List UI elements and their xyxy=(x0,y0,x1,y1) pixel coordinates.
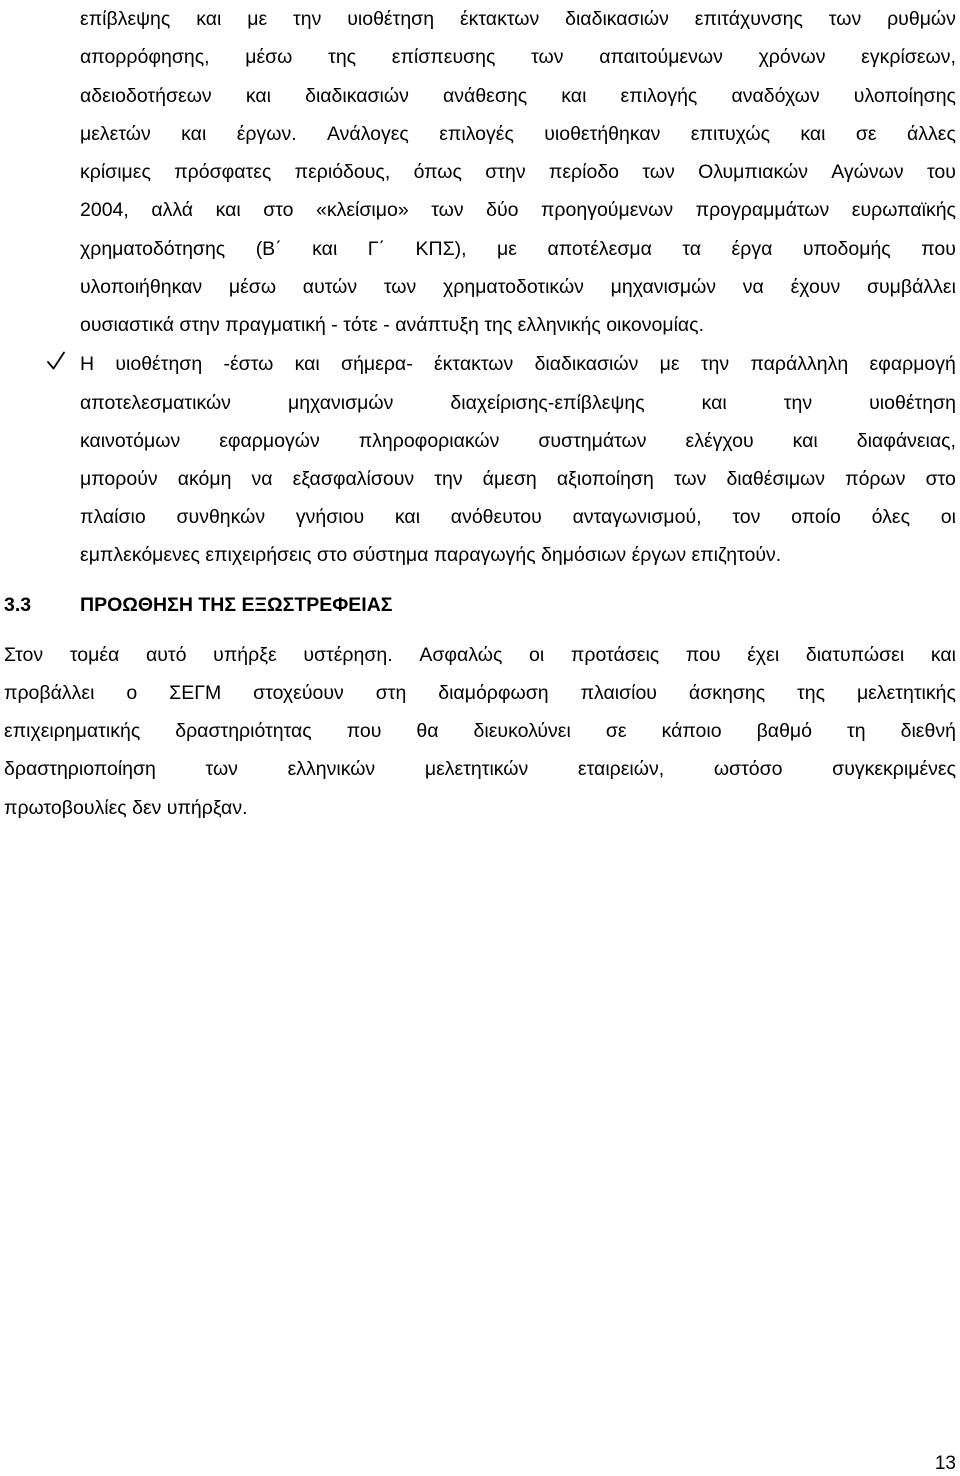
word: ανόθευτου xyxy=(450,506,542,528)
word: επιλογής xyxy=(620,85,698,107)
word: στο xyxy=(925,468,956,490)
word: (Β΄ xyxy=(255,238,282,260)
word: και xyxy=(196,8,222,30)
word: στην xyxy=(485,161,526,183)
word: την xyxy=(434,468,463,490)
word: και xyxy=(561,85,587,107)
word: Ασφαλώς xyxy=(419,644,503,666)
word: κρίσιμες xyxy=(80,161,151,183)
word: οι xyxy=(529,644,545,666)
word: όπως xyxy=(413,161,462,183)
word: και xyxy=(792,430,818,452)
word: με xyxy=(247,8,268,30)
word: και xyxy=(294,353,320,375)
word: δραστηριότητας xyxy=(175,720,312,742)
word: των xyxy=(673,468,707,490)
word: των xyxy=(642,161,675,183)
word: επίσπευσης xyxy=(391,46,496,68)
word: δύο xyxy=(486,199,519,221)
word: -έστω xyxy=(223,353,274,375)
word: διαθέσιμων xyxy=(726,468,826,490)
word: σε xyxy=(605,720,627,742)
word: που xyxy=(346,720,382,742)
word: Ολυμπιακών xyxy=(698,161,808,183)
word: άμεση xyxy=(482,468,537,490)
word: διατυπώσει xyxy=(805,644,905,666)
word: ο xyxy=(126,682,138,704)
word: αξιοποίηση xyxy=(556,468,654,490)
word: της xyxy=(328,46,357,68)
word: μηχανισμών xyxy=(610,276,717,298)
word: στη xyxy=(375,682,407,704)
word: ωστόσο xyxy=(713,758,783,780)
word: σήμερα- xyxy=(341,353,413,375)
word: τον xyxy=(732,506,761,528)
text-line xyxy=(80,44,956,70)
word: 2004, xyxy=(80,199,129,221)
word: εξασφαλίσουν xyxy=(292,468,415,490)
word: συγκεκριμένες xyxy=(832,758,956,780)
word: πλαίσιο xyxy=(80,506,146,528)
word: Στον xyxy=(4,644,44,666)
word: ανταγωνισμού, xyxy=(572,506,702,528)
word: να xyxy=(251,468,273,490)
word: την xyxy=(783,392,813,414)
word: που xyxy=(921,238,956,260)
word: αδειοδοτήσεων xyxy=(80,85,212,107)
word: έργα xyxy=(731,238,773,260)
word: βαθμό xyxy=(756,720,813,742)
word: ΣΕΓΜ xyxy=(169,682,222,704)
word: ελέγχου xyxy=(685,430,754,452)
word: απορρόφησης, xyxy=(80,46,210,68)
word: Η xyxy=(80,353,95,375)
word: προτάσεις xyxy=(570,644,660,666)
word: εταιρειών, xyxy=(577,758,665,780)
word: κάποιο xyxy=(661,720,722,742)
word: μελετητικής xyxy=(856,682,956,704)
word: χρηματοδοτικών xyxy=(443,276,584,298)
text-line xyxy=(80,121,956,147)
word: εγκρίσεων, xyxy=(861,46,956,68)
word: περίοδο xyxy=(548,161,620,183)
section-title: ΠΡΟΩΘΗΣΗ ΤΗΣ ΕΞΩΣΤΡΕΦΕΙΑΣ xyxy=(80,594,393,616)
word: υλοποιήθηκαν xyxy=(80,276,203,298)
text-line xyxy=(80,466,956,492)
word: μελετητικών xyxy=(424,758,529,780)
word: έκτακτων xyxy=(459,8,540,30)
word: μέσω xyxy=(245,46,293,68)
word: και xyxy=(930,644,956,666)
word: γνήσιου xyxy=(295,506,365,528)
word: απαιτούμενων xyxy=(599,46,723,68)
word: υποδομής xyxy=(802,238,891,260)
word: υστέρηση. xyxy=(303,644,393,666)
word: έργων. xyxy=(236,123,297,145)
word: του xyxy=(926,161,956,183)
word: των xyxy=(828,8,862,30)
text-line xyxy=(4,756,956,782)
word: πόρων xyxy=(845,468,906,490)
word: πλαισίου xyxy=(580,682,657,704)
word: μηχανισμών xyxy=(287,392,394,414)
word: περιόδους, xyxy=(294,161,391,183)
word: μέσω xyxy=(228,276,277,298)
word: και xyxy=(394,506,421,528)
word: στοχεύουν xyxy=(253,682,344,704)
text-line xyxy=(80,236,956,262)
word: ΚΠΣ), xyxy=(415,238,467,260)
word: να xyxy=(742,276,764,298)
word: υιοθέτηση xyxy=(347,8,435,30)
word: ευρωπαϊκής xyxy=(851,199,956,221)
word: διαδικασιών xyxy=(565,8,669,30)
word: των xyxy=(431,199,464,221)
section-number: 3.3 xyxy=(4,594,32,616)
page-number: 13 xyxy=(934,1453,956,1474)
word: οποίο xyxy=(791,506,841,528)
word: χρηματοδότησης xyxy=(80,238,226,260)
word: διευκολύνει xyxy=(473,720,571,742)
word: διαχείρισης-επίβλεψης xyxy=(450,392,645,414)
word: αποτελεσματικών xyxy=(80,392,231,414)
word: και xyxy=(701,392,727,414)
word: Γ΄ xyxy=(367,238,386,260)
word: άσκησης xyxy=(688,682,766,704)
word: προβάλλει xyxy=(4,682,95,704)
word: έκτακτων xyxy=(433,353,514,375)
word: και xyxy=(181,123,207,145)
word: επιχειρηματικής xyxy=(4,720,141,742)
word: αναδόχων xyxy=(731,85,820,107)
word: άλλες xyxy=(907,123,956,145)
word: μελετών xyxy=(80,123,151,145)
word: εφαρμογών xyxy=(219,430,320,452)
text-line xyxy=(4,642,956,668)
word: με xyxy=(659,353,680,375)
word: διαδικασιών xyxy=(534,353,639,375)
text-line xyxy=(80,274,956,300)
word: χρόνων xyxy=(758,46,826,68)
word: υιοθέτηση xyxy=(869,392,956,414)
word: παράλληλη xyxy=(750,353,849,375)
word: στο xyxy=(263,199,294,221)
text-line: εμπλεκόμενες επιχειρήσεις στο σύστημα παραγωγής δημόσιων έργων επιζητούν. xyxy=(80,544,782,566)
word: αλλά xyxy=(151,199,194,221)
word: όλες xyxy=(871,506,910,528)
word: υλοποίησης xyxy=(853,85,956,107)
word: και xyxy=(312,238,338,260)
word: με xyxy=(497,238,517,260)
word: προηγούμενων xyxy=(540,199,674,221)
word: των xyxy=(531,46,564,68)
word: που xyxy=(685,644,721,666)
word: Ανάλογες xyxy=(327,123,409,145)
word: έχει xyxy=(747,644,780,666)
word: πρόσφατες xyxy=(174,161,272,183)
word: οι xyxy=(940,506,956,528)
checkmark-icon xyxy=(46,350,66,372)
word: πληροφοριακών xyxy=(358,430,500,452)
word: ακόμη xyxy=(177,468,232,490)
text-line: ουσιαστικά στην πραγματική - τότε - ανάπτυξη της ελληνικής οικονομίας. xyxy=(80,314,704,336)
word: διαφάνειας, xyxy=(856,430,956,452)
word: συνθηκών xyxy=(176,506,266,528)
word: αποτέλεσμα xyxy=(547,238,652,260)
word: δραστηριοποίηση xyxy=(4,758,156,780)
word: «κλείσιμο» xyxy=(316,199,409,221)
word: εφαρμογή xyxy=(869,353,956,375)
word: διαμόρφωση xyxy=(438,682,549,704)
word: επιλογές xyxy=(439,123,514,145)
word: υιοθετήθηκαν xyxy=(544,123,661,145)
word: καινοτόμων xyxy=(80,430,181,452)
word: επιτάχυνσης xyxy=(694,8,803,30)
word: προγραμμάτων xyxy=(695,199,830,221)
word: των xyxy=(383,276,417,298)
word: υπήρξε xyxy=(213,644,277,666)
word: ρυθμών xyxy=(887,8,956,30)
word: αυτό xyxy=(145,644,187,666)
word: ελληνικών xyxy=(287,758,376,780)
word: επίβλεψης xyxy=(80,8,171,30)
word: επιτυχώς xyxy=(690,123,770,145)
word: Αγώνων xyxy=(831,161,904,183)
word: τα xyxy=(682,238,702,260)
word: έχουν xyxy=(790,276,841,298)
word: της xyxy=(797,682,825,704)
word: σε xyxy=(855,123,877,145)
text-line xyxy=(4,680,956,706)
text-line xyxy=(80,159,956,185)
word: και xyxy=(800,123,826,145)
word: και xyxy=(245,85,271,107)
word: αυτών xyxy=(302,276,358,298)
text-line: πρωτοβουλίες δεν υπήρξαν. xyxy=(4,797,248,819)
word: και xyxy=(215,199,241,221)
text-line xyxy=(4,718,956,744)
text-line xyxy=(80,197,956,223)
word: συστημάτων xyxy=(538,430,647,452)
word: τομέα xyxy=(69,644,120,666)
word: μπορούν xyxy=(80,468,158,490)
word: των xyxy=(205,758,238,780)
word: υιοθέτηση xyxy=(115,353,203,375)
word: τη xyxy=(847,720,866,742)
word: θα xyxy=(416,720,439,742)
text-line xyxy=(80,351,956,377)
text-line xyxy=(80,428,956,454)
word: διαδικασιών xyxy=(305,85,409,107)
word: συμβάλλει xyxy=(866,276,956,298)
text-line xyxy=(80,504,956,530)
text-line xyxy=(80,390,956,416)
word: την xyxy=(700,353,730,375)
text-line xyxy=(80,6,956,32)
word: την xyxy=(293,8,322,30)
word: διεθνή xyxy=(900,720,956,742)
text-line xyxy=(80,83,956,109)
word: ανάθεσης xyxy=(443,85,528,107)
